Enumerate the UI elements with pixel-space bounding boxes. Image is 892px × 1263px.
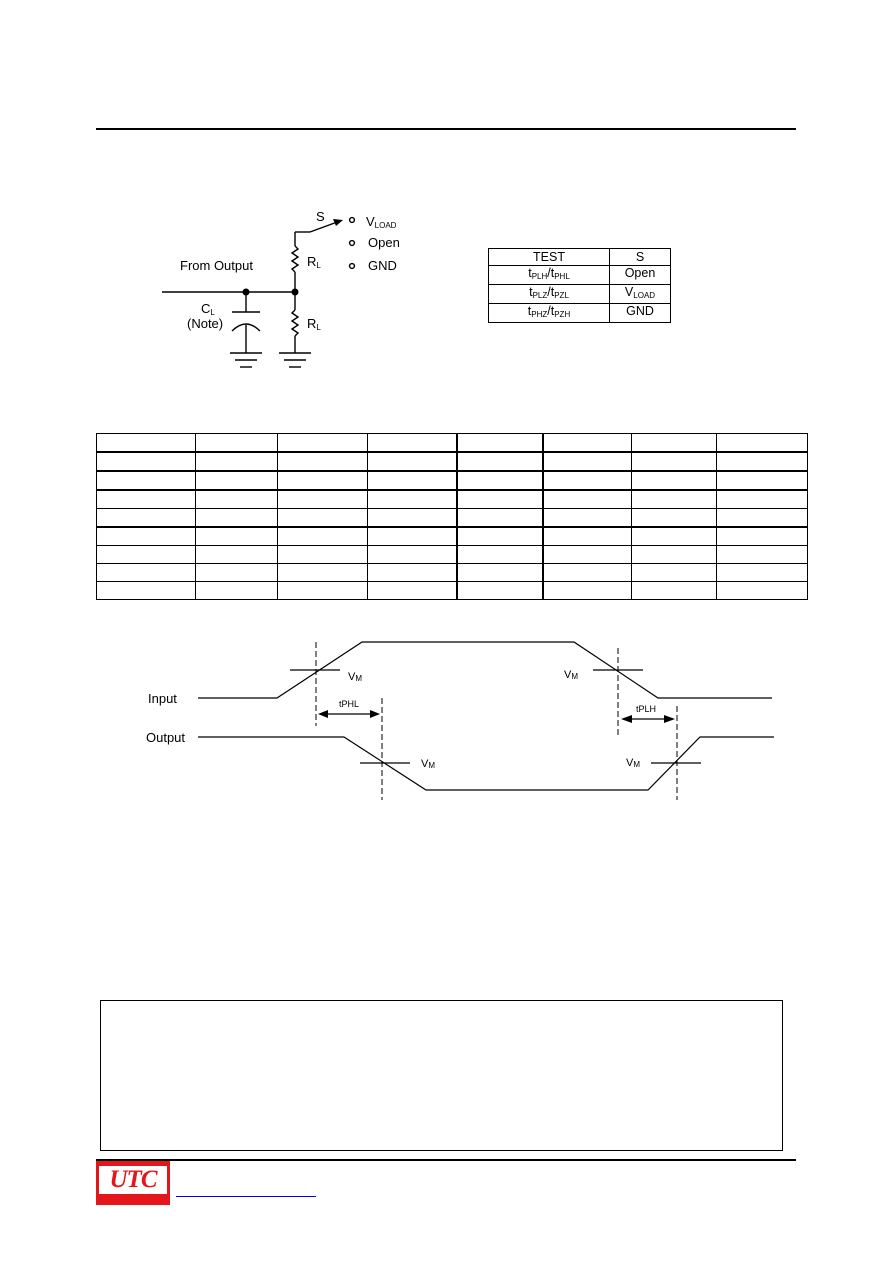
terminal-vload-icon — [350, 218, 355, 223]
test-condition-table — [488, 248, 671, 323]
table-row — [97, 452, 808, 471]
test-circuit-diagram — [0, 0, 892, 420]
header-s: S — [610, 249, 671, 266]
output-label: Output — [146, 730, 186, 745]
vm-label-output-fall: VM — [421, 758, 436, 770]
cl-label: CL — [201, 301, 215, 317]
arrow-right-icon — [370, 710, 380, 718]
note-label: (Note) — [187, 316, 224, 331]
table-row — [97, 434, 808, 453]
note-box — [100, 1000, 783, 1151]
vm-label-output-rise: VM — [626, 757, 641, 769]
utc-logo-text: UTC — [99, 1166, 167, 1194]
terminal-open-icon — [350, 241, 355, 246]
vm-label-input-rise: VM — [348, 671, 363, 683]
rl-lower-label: RL — [307, 316, 321, 332]
vm-label-input-fall: VM — [564, 669, 579, 681]
utc-logo — [96, 1161, 170, 1205]
parameter-grid-table — [96, 433, 808, 600]
tplh-label: tPLH — [636, 704, 657, 714]
table-row — [97, 509, 808, 528]
from-output-label: From Output — [180, 258, 253, 273]
switch-label: S — [316, 209, 325, 224]
arrow-left-icon — [621, 715, 632, 723]
website-link[interactable] — [176, 1196, 316, 1197]
arrow-right-icon — [664, 715, 675, 723]
junction-node-icon — [243, 289, 250, 296]
open-label: Open — [368, 235, 400, 250]
switch-arrow-icon — [333, 219, 343, 226]
terminal-gnd-icon — [350, 264, 355, 269]
tphl-label: tPHL — [339, 699, 360, 709]
table-row: $t_{PHZ}/t_{PZH}$ GND — [489, 304, 671, 323]
rl-upper-label: RL — [307, 254, 321, 270]
switching-waveform-diagram — [0, 620, 892, 810]
arrow-left-icon — [318, 710, 328, 718]
table-row — [97, 582, 808, 600]
header-test: TEST — [489, 249, 610, 266]
table-row: $t_{PLH}/t_{PHL}$ Open — [489, 266, 671, 285]
vload-label: VLOAD — [366, 214, 397, 230]
input-label: Input — [148, 691, 177, 706]
table-header-row — [489, 249, 671, 266]
table-row — [97, 564, 808, 582]
table-row — [97, 471, 808, 490]
table-row — [97, 527, 808, 546]
footer-rule — [96, 1159, 796, 1161]
junction-node-icon — [292, 289, 299, 296]
gnd-label: GND — [368, 258, 397, 273]
table-row — [97, 490, 808, 509]
table-row: $t_{PLZ}/t_{PZL}$ $V_{LOAD}$ — [489, 285, 671, 304]
table-row — [97, 546, 808, 564]
